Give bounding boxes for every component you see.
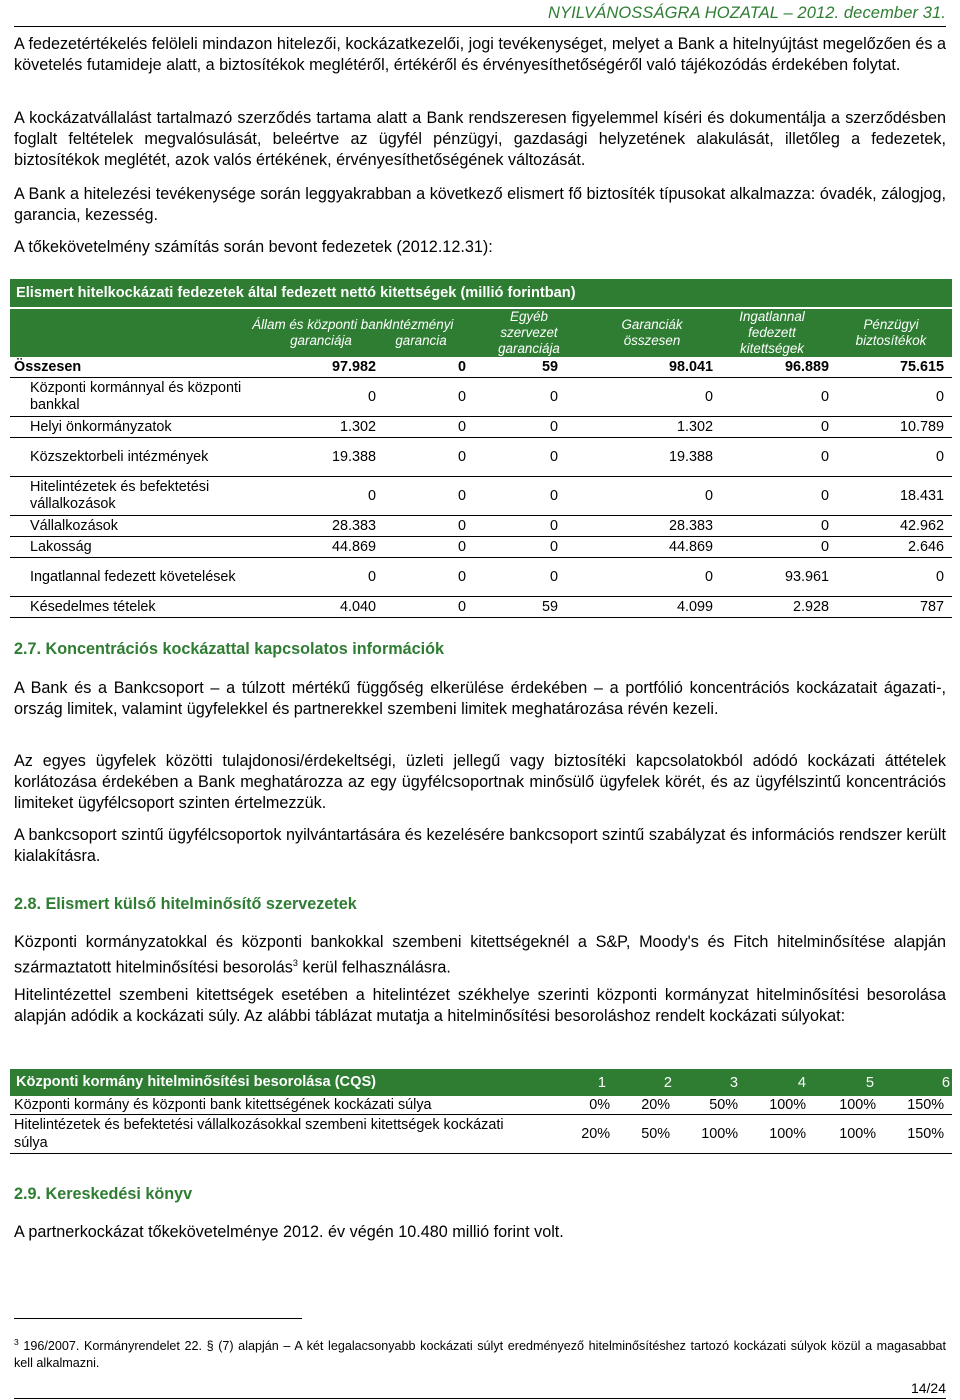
cqs-grade: 4 [797, 1074, 806, 1091]
section28-paragraph-1: Központi kormányzatokkal és központi bankokkal szembeni kitettségeknél a S&P, Moody's és Fitch hitelminősítése alapján származtatott hitelminősítési besorolás$^3$ kerül felhasználásra. [14, 933, 946, 977]
cqs-table-header [10, 1069, 952, 1096]
table-cell: 0 [457, 599, 466, 615]
table-cell: 44.869 [331, 539, 376, 555]
row-label: Késedelmes tételek [30, 598, 156, 615]
table-cell: 2.928 [792, 599, 829, 615]
table-row [10, 477, 952, 516]
table-cell: 100% [769, 1126, 806, 1142]
table-row [10, 1096, 952, 1115]
row-label: Összesen [14, 358, 82, 375]
table-cell: 4.040 [339, 599, 376, 615]
table-cell: 0 [820, 449, 829, 465]
section-heading-2-8: 2.8. Elismert külső hitelminősítő szervezetek [14, 895, 357, 913]
table-cell: 0 [820, 419, 829, 435]
cqs-table-body [10, 1096, 952, 1154]
row-label: Központi kormány és központi bank kitettségének kockázati súlya [14, 1097, 432, 1113]
collateral-table-header [10, 307, 952, 357]
intro-paragraph-2: A kockázatvállalást tartalmazó szerződés tartama alatt a Bank rendszeresen figyelemmel kíséri és dokumentálja a szerződésben foglalt feltételek megvalósulását, beleértve az ügyfél pénzügyi, gazdasági helyzetének alakulását, illetőleg a fedezetek, biztosítékok meglétét, azok valós értékének, érvényesíthetőségének változását. [14, 109, 946, 169]
table-cell: 100% [839, 1126, 876, 1142]
table-row [10, 417, 952, 438]
table-cell: 100% [839, 1097, 876, 1113]
table-cell: 59 [541, 599, 558, 615]
cqs-grade: 1 [597, 1074, 606, 1091]
page-number: 14/24 [910, 1380, 946, 1396]
row-label: Ingatlannal fedezett követelések [30, 568, 236, 585]
table-cell: 0 [457, 518, 466, 534]
table-cell: 0 [457, 449, 466, 465]
table-cell: 28.383 [331, 518, 376, 534]
table-cell: 96.889 [784, 359, 829, 375]
table-cell: 93.961 [784, 569, 829, 585]
table-cell: 0 [935, 569, 944, 585]
intro-paragraph-4: A tőkekövetelmény számítás során bevont fedezetek (2012.12.31): [14, 238, 493, 256]
table-cell: 19.388 [331, 449, 376, 465]
table-cell: 10.789 [899, 419, 944, 435]
table-cell: 0 [549, 569, 558, 585]
table-cell: 0 [935, 449, 944, 465]
footnote-divider [14, 1318, 302, 1319]
table-cell: 0 [549, 539, 558, 555]
column-header: Garanciák összesen [621, 317, 683, 348]
page-header [14, 4, 946, 27]
table-row [10, 357, 952, 378]
table-cell: 18.431 [899, 488, 944, 504]
table-cell: 0 [704, 389, 713, 405]
table-row [10, 516, 952, 537]
table-row [10, 558, 952, 597]
row-label: Közszektorbeli intézmények [30, 448, 209, 465]
table-cell: 1.302 [676, 419, 713, 435]
collateral-table-title: Elismert hitelkockázati fedezetek által fedezett nettó kitettségek (millió forintban) [10, 279, 952, 307]
footnote-marker: 3 [14, 1337, 19, 1347]
table-cell: 42.962 [899, 518, 944, 534]
cqs-grade: 6 [941, 1074, 950, 1091]
table-cell: 0 [457, 359, 466, 375]
page-bottom-rule [14, 1398, 946, 1399]
table-cell: 0 [820, 488, 829, 504]
column-header: Pénzügyi biztosítékok [855, 317, 927, 348]
table-cell: 0% [589, 1097, 610, 1113]
column-header: Ingatlannal fedezett kitettségek [739, 309, 805, 356]
table-cell: 44.869 [668, 539, 713, 555]
table-cell: 0 [457, 419, 466, 435]
table-row [10, 537, 952, 558]
section-heading-2-9: 2.9. Kereskedési könyv [14, 1185, 193, 1203]
table-cell: 50% [641, 1126, 670, 1142]
section29-paragraph-1: A partnerkockázat tőkekövetelménye 2012. év végén 10.480 millió forint volt. [14, 1223, 564, 1241]
intro-paragraph-1: A fedezetértékelés felöleli mindazon hitelezői, kockázatkezelői, jogi tevékenységet, melyet a Bank a hitelnyújtást megelőzően és a követelés futamideje alatt, a biztosítékok meglétéről, értékéről és érvényesíthetőségéről való tájékozódás érdekében folytat. [14, 35, 946, 74]
column-header: Állam és központi bank garanciája [252, 317, 390, 348]
table-cell: 0 [549, 449, 558, 465]
table-cell: 0 [704, 488, 713, 504]
table-cell: 19.388 [668, 449, 713, 465]
table-cell: 50% [709, 1097, 738, 1113]
footnote-ref: 3 [292, 958, 298, 968]
row-label: Helyi önkormányzatok [30, 418, 172, 435]
header-title: NYILVÁNOSSÁGRA HOZATAL – 2012. december 31. [547, 4, 946, 22]
table-cell: 150% [907, 1126, 944, 1142]
table-cell: 0 [457, 569, 466, 585]
table-cell: 100% [701, 1126, 738, 1142]
table-row [10, 597, 952, 618]
intro-paragraph-3: A Bank a hitelezési tevékenysége során leggyakrabban a következő elismert fő biztosíték típusokat alkalmazza: óvadék, zálogjog, garancia, kezesség. [14, 185, 946, 224]
section-heading-2-7: 2.7. Koncentrációs kockázattal kapcsolatos információk [14, 640, 445, 658]
row-label: Központi kormánnyal és központi bankkal [30, 380, 242, 413]
cqs-table [10, 1069, 952, 1154]
table-cell: 2.646 [907, 539, 944, 555]
cqs-grade: 3 [729, 1074, 738, 1091]
table-cell: 0 [549, 488, 558, 504]
table-cell: 28.383 [668, 518, 713, 534]
table-cell: 97.982 [331, 359, 376, 375]
table-cell: 0 [820, 539, 829, 555]
section28-paragraph-2: Hitelintézettel szembeni kitettségek esetében a hitelintézet székhelye szerinti központi kormányzat hitelminősítési besorolása alapján adódik a kockázati súly. Az alábbi táblázat mutatja a hitelminősítési besoroláshoz rendelt kockázati súlyokat: [14, 986, 946, 1025]
table-cell: 0 [457, 539, 466, 555]
table-row [10, 1115, 952, 1154]
row-label: Vállalkozások [30, 517, 118, 534]
table-cell: 0 [549, 518, 558, 534]
table-cell: 150% [907, 1097, 944, 1113]
table-row [10, 378, 952, 417]
table-cell: 75.615 [899, 359, 944, 375]
cqs-grade: 5 [865, 1074, 874, 1091]
table-cell: 0 [367, 488, 376, 504]
table-row [10, 438, 952, 477]
table-cell: 0 [367, 569, 376, 585]
row-label: Lakosság [30, 538, 92, 555]
collateral-table-body [10, 357, 952, 618]
section27-paragraph-2: Az egyes ügyfelek közötti tulajdonosi/érdekeltségi, üzleti jellegű vagy biztosítéki kapcsolatokból adódó kockázati áttételek korlátozása érdekében a Bank meghatározza az egy ügyfélcsoportnak minősülő ügyfelek körét, és az ügyfélszintű koncentrációs limiteket ügyfélcsoport szinten értelmezzük. [14, 752, 946, 812]
table-cell: 0 [457, 488, 466, 504]
table-cell: 0 [935, 389, 944, 405]
table-cell: 1.302 [339, 419, 376, 435]
collateral-table [10, 279, 952, 618]
row-label: Hitelintézetek és befektetési vállalkozásokkal szembeni kitettségek kockázati súlya [14, 1117, 504, 1151]
table-cell: 0 [820, 389, 829, 405]
column-header: Egyéb szervezet garanciája [498, 309, 560, 356]
table-cell: 0 [704, 569, 713, 585]
table-cell: 0 [367, 389, 376, 405]
table-cell: 100% [769, 1097, 806, 1113]
cqs-header-label: Központi kormány hitelminősítési besorolása (CQS) [16, 1074, 377, 1090]
section27-paragraph-3: A bankcsoport szintű ügyfélcsoportok nyilvántartására és kezelésére bankcsoport szintű szabályzat és információs rendszer került kialakításra. [14, 826, 946, 865]
section27-paragraph-1: A Bank és a Bankcsoport – a túlzott mértékű függőség elkerülése érdekében – a portfólió koncentrációs kockázatait ágazati-, ország limitek, valamint ügyfelekkel és partnerekkel szembeni limitek meghatározása révén kezeli. [14, 679, 946, 718]
table-cell: 787 [919, 599, 944, 615]
table-cell: 0 [549, 419, 558, 435]
column-header: Intézményi garancia [388, 317, 454, 348]
table-cell: 59 [541, 359, 558, 375]
table-cell: 20% [581, 1126, 610, 1142]
table-cell: 0 [457, 389, 466, 405]
cqs-grade: 2 [663, 1074, 672, 1091]
table-cell: 20% [641, 1097, 670, 1113]
footnote: $^3$ 196/2007. Kormányrendelet 22. § (7) alapján – A két legalacsonyabb kockázati súlyt eredményező hitelminősítéshez tartozó kockázati súlyok közül a magasabbat kell alkalmazni. [14, 1337, 946, 1371]
table-cell: 0 [820, 518, 829, 534]
row-label: Hitelintézetek és befektetési vállalkozások [30, 479, 210, 512]
table-cell: 98.041 [668, 359, 713, 375]
table-cell: 4.099 [676, 599, 713, 615]
table-cell: 0 [549, 389, 558, 405]
